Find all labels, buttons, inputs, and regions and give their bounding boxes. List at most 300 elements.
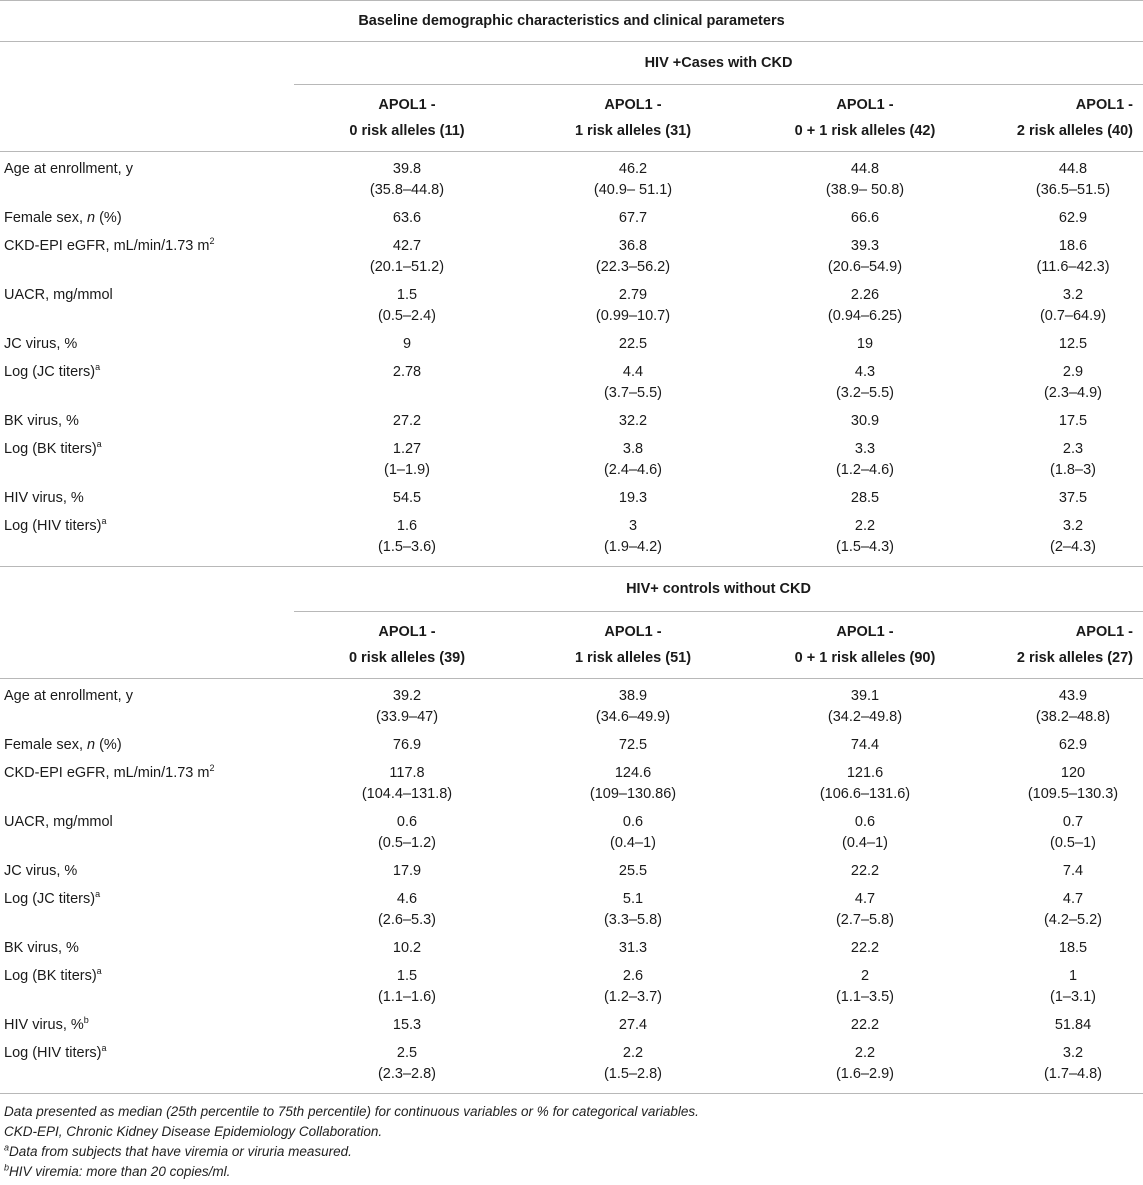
row-label: CKD-EPI eGFR, mL/min/1.73 $m^2$ [4, 236, 215, 254]
column-header-row [0, 85, 1143, 152]
row-label: Log (JC titers)$^a$ [4, 889, 101, 907]
column-header-line1: APOL1 - [1075, 624, 1133, 640]
cell-value [984, 882, 1143, 931]
header-spacer [0, 612, 294, 679]
column-header-line1: APOL1 - [836, 97, 894, 113]
cell-value [520, 931, 746, 959]
cell-median: 39.3 [850, 238, 880, 254]
cell-median: 66.6 [850, 210, 880, 226]
cell-median: 1.5 [396, 287, 418, 303]
cell-range: (0.5–1.2) [377, 835, 437, 851]
cell-value [984, 509, 1143, 567]
cell-median: 3.8 [622, 441, 644, 457]
cell-median: 0.6 [854, 814, 876, 830]
cell-range: (40.9– 51.1) [593, 182, 673, 198]
cell-median: 7.4 [1062, 863, 1084, 879]
column-header-line2: 0 + 1 risk alleles (90) [794, 650, 936, 666]
cell-value [984, 201, 1143, 229]
cell-value [520, 728, 746, 756]
row-label: UACR, mg/mmol [4, 287, 113, 303]
cell-median: 39.1 [850, 688, 880, 704]
column-header [746, 85, 984, 152]
table-row [0, 152, 1143, 202]
footnote: Data presented as median (25th percentile to 75th percentile) for continuous variables or % for categorical variables. [4, 1104, 699, 1119]
column-header-line2: 2 risk alleles (27) [1016, 650, 1133, 666]
row-label: Log (BK titers)$^a$ [4, 966, 102, 984]
cell-range: (20.1–51.2) [369, 259, 445, 275]
row-label: Age at enrollment, y [4, 161, 133, 177]
row-label-superscript: a [96, 439, 102, 450]
group-row [0, 567, 1143, 612]
cell-value [520, 854, 746, 882]
cell-median: 46.2 [618, 161, 648, 177]
cell-range: (109.5–130.3) [1027, 786, 1119, 802]
row-label-superscript: a [95, 889, 101, 900]
row-label-superscript: a [101, 516, 107, 527]
cell-value [520, 509, 746, 567]
cell-value [294, 327, 520, 355]
cell-median: 31.3 [618, 940, 648, 956]
column-header-line2: 1 risk alleles (31) [574, 123, 692, 139]
cell-value [294, 1036, 520, 1093]
cell-value [294, 959, 520, 1008]
cell-value [984, 278, 1143, 327]
cell-median: 44.8 [850, 161, 880, 177]
cell-value [520, 152, 746, 202]
cell-value [746, 1036, 984, 1093]
cell-range: (3.7–5.5) [603, 385, 663, 401]
cell-median: 2.2 [854, 1045, 876, 1061]
table-row [0, 679, 1143, 729]
row-label: JC virus, % [4, 336, 78, 352]
cell-value [746, 152, 984, 202]
cell-median: 1.5 [396, 968, 418, 984]
cell-value [520, 201, 746, 229]
table-row [0, 481, 1143, 509]
cell-median: 2.6 [622, 968, 644, 984]
row-label: Female sex, n (%) [4, 210, 122, 226]
row-label: Female sex, n (%) [4, 737, 122, 753]
column-header-line1: APOL1 - [604, 624, 662, 640]
row-label: Log (JC titers)$^a$ [4, 362, 101, 380]
table-row [0, 327, 1143, 355]
cell-range: (0.5–2.4) [377, 308, 437, 324]
cell-range: (38.2–48.8) [1035, 709, 1111, 725]
cell-value [746, 278, 984, 327]
cell-median: 19.3 [618, 490, 648, 506]
cell-range: (1.8–3) [1050, 462, 1096, 478]
cell-value [746, 509, 984, 567]
cell-median: 3.2 [1062, 1045, 1084, 1061]
cell-median: 5.1 [622, 891, 644, 907]
cell-median: 22.2 [850, 863, 880, 879]
cell-median: 63.6 [392, 210, 422, 226]
cell-value [520, 355, 746, 404]
row-label: BK virus, % [4, 413, 79, 429]
cell-median: 19 [856, 336, 874, 352]
cell-value [294, 679, 520, 729]
cell-value [984, 432, 1143, 481]
cell-range: (34.6–49.9) [595, 709, 671, 725]
cell-range: (38.9– 50.8) [825, 182, 905, 198]
cell-median: 3 [628, 518, 638, 534]
cell-median: 37.5 [1058, 490, 1088, 506]
row-label: Log (BK titers)$^a$ [4, 439, 102, 457]
row-label-superscript: a [96, 966, 102, 977]
column-header [746, 612, 984, 679]
cell-range: (2.7–5.8) [835, 912, 895, 928]
cell-median: 62.9 [1058, 210, 1088, 226]
cell-median: 18.6 [1058, 238, 1088, 254]
cell-median: 0.7 [1062, 814, 1084, 830]
cell-median: 67.7 [618, 210, 648, 226]
cell-value [984, 959, 1143, 1008]
cell-value [746, 404, 984, 432]
cell-range: (1.6–2.9) [835, 1066, 895, 1082]
cell-value [520, 756, 746, 805]
cell-value [294, 201, 520, 229]
cell-median: 22.5 [618, 336, 648, 352]
cell-value [294, 882, 520, 931]
cell-range: (2–4.3) [1050, 539, 1096, 555]
cell-range: (1–1.9) [384, 462, 430, 478]
cell-median: 2.78 [392, 364, 422, 380]
cell-median: 1.6 [396, 518, 418, 534]
column-header-line2: 2 risk alleles (40) [1016, 123, 1133, 139]
column-header-line1: APOL1 - [378, 624, 436, 640]
cell-value [294, 229, 520, 278]
cell-median: 117.8 [389, 765, 425, 781]
table-row [0, 728, 1143, 756]
cell-range: (0.7–64.9) [1039, 308, 1107, 324]
cell-value [746, 959, 984, 1008]
cell-range: (106.6–131.6) [819, 786, 911, 802]
cell-median: 0.6 [396, 814, 418, 830]
cell-median: 4.4 [622, 364, 644, 380]
cell-value [294, 509, 520, 567]
cell-value [520, 404, 746, 432]
cell-median: 17.9 [392, 863, 422, 879]
cell-value [984, 679, 1143, 729]
cell-median: 2.2 [854, 518, 876, 534]
cell-median: 10.2 [392, 940, 422, 956]
row-label: UACR, mg/mmol [4, 814, 113, 830]
cell-range: (2.3–4.9) [1043, 385, 1103, 401]
column-header [520, 85, 746, 152]
column-header-line2: 0 risk alleles (39) [348, 650, 466, 666]
cell-value [520, 432, 746, 481]
cell-range: (2.3–2.8) [377, 1066, 437, 1082]
cell-value [746, 201, 984, 229]
cell-median: 74.4 [850, 737, 880, 753]
row-label: HIV virus, % [4, 490, 84, 506]
column-header [984, 612, 1143, 679]
cell-median: 2.79 [618, 287, 648, 303]
cell-value [984, 229, 1143, 278]
footnote-marker: b [4, 1162, 10, 1173]
row-label: Log (HIV titers)$^a$ [4, 1043, 107, 1061]
cell-value [294, 481, 520, 509]
footnote: CKD-EPI, Chronic Kidney Disease Epidemiology Collaboration. [4, 1124, 383, 1139]
cell-value [746, 805, 984, 854]
cell-median: 76.9 [392, 737, 422, 753]
cell-median: 22.2 [850, 1017, 880, 1033]
column-header-line2: 1 risk alleles (51) [574, 650, 692, 666]
cell-value [520, 327, 746, 355]
table-row [0, 278, 1143, 327]
cell-value [746, 327, 984, 355]
cell-range: (0.4–1) [610, 835, 656, 851]
cell-median: 18.5 [1058, 940, 1088, 956]
cell-range: (2.6–5.3) [377, 912, 437, 928]
cell-range: (22.3–56.2) [595, 259, 671, 275]
cell-value [984, 481, 1143, 509]
cell-value [294, 1008, 520, 1036]
cell-value [520, 882, 746, 931]
cell-median: 2.3 [1062, 441, 1084, 457]
cell-range: (1.1–1.6) [377, 989, 437, 1005]
cell-median: 0.6 [622, 814, 644, 830]
cell-median: 44.8 [1058, 161, 1088, 177]
column-header [984, 85, 1143, 152]
cell-value [746, 481, 984, 509]
cell-value [984, 756, 1143, 805]
row-label-italic: n [87, 210, 96, 226]
cell-value [984, 931, 1143, 959]
row-label: HIV virus, %$^b$ [4, 1015, 89, 1033]
cell-value [984, 1008, 1143, 1036]
row-label-superscript: a [95, 362, 101, 373]
cell-median: 43.9 [1058, 688, 1088, 704]
cell-range: (1–3.1) [1050, 989, 1096, 1005]
row-label-superscript: b [83, 1015, 89, 1026]
table-title-row [0, 1, 1143, 42]
cell-range: (3.3–5.8) [603, 912, 663, 928]
cell-median: 62.9 [1058, 737, 1088, 753]
column-header-line1: APOL1 - [1075, 97, 1133, 113]
cell-median: 2.26 [850, 287, 880, 303]
table-row [0, 201, 1143, 229]
cell-range: (4.2–5.2) [1043, 912, 1103, 928]
table-title: Baseline demographic characteristics and clinical parameters [0, 1, 1143, 42]
row-label-superscript: a [101, 1043, 107, 1054]
cell-median: 4.7 [854, 891, 876, 907]
cell-range: (104.4–131.8) [361, 786, 453, 802]
footnote-marker: a [4, 1142, 10, 1153]
cell-range: (1.2–3.7) [603, 989, 663, 1005]
cell-median: 2.2 [622, 1045, 644, 1061]
table-row [0, 959, 1143, 1008]
cell-median: 27.4 [618, 1017, 648, 1033]
row-label-italic: n [87, 737, 96, 753]
table-row [0, 882, 1143, 931]
cell-median: 22.2 [850, 940, 880, 956]
cell-median: 54.5 [392, 490, 422, 506]
cell-value [746, 728, 984, 756]
cell-value [746, 679, 984, 729]
cell-value [520, 229, 746, 278]
cell-median: 3.2 [1062, 287, 1084, 303]
cell-range: (1.5–3.6) [377, 539, 437, 555]
cell-range: (1.5–2.8) [603, 1066, 663, 1082]
cell-median: 36.8 [618, 238, 648, 254]
cell-median: 2 [860, 968, 870, 984]
cell-value [984, 1036, 1143, 1093]
cell-median: 2.5 [396, 1045, 418, 1061]
cell-value [520, 959, 746, 1008]
column-header [294, 612, 520, 679]
cell-value [294, 728, 520, 756]
cell-value [746, 882, 984, 931]
column-header-line2: 0 risk alleles (11) [349, 123, 465, 139]
cell-range: (33.9–47) [375, 709, 439, 725]
cell-range: (34.2–49.8) [827, 709, 903, 725]
cell-value [746, 1008, 984, 1036]
column-header [294, 85, 520, 152]
cell-value [294, 432, 520, 481]
cell-value [984, 854, 1143, 882]
cell-value [746, 931, 984, 959]
cell-median: 72.5 [618, 737, 648, 753]
cell-median: 124.6 [614, 765, 652, 781]
cell-value [520, 1036, 746, 1093]
row-label-superscript: 2 [209, 236, 215, 247]
cell-range: (36.5–51.5) [1035, 182, 1111, 198]
table-row [0, 404, 1143, 432]
cell-median: 39.2 [392, 688, 422, 704]
cell-value [294, 152, 520, 202]
cell-median: 2.9 [1062, 364, 1084, 380]
cell-range: (109–130.86) [589, 786, 677, 802]
cell-range: (0.94–6.25) [827, 308, 903, 324]
cell-median: 42.7 [392, 238, 422, 254]
cell-range: (1.7–4.8) [1043, 1066, 1103, 1082]
table-row [0, 1008, 1143, 1036]
group-title: HIV +Cases with CKD [294, 42, 1143, 85]
cell-median: 3.2 [1062, 518, 1084, 534]
cell-value [520, 805, 746, 854]
cell-value [520, 481, 746, 509]
table-row [0, 1036, 1143, 1093]
cell-range [294, 383, 520, 404]
row-label: CKD-EPI eGFR, mL/min/1.73 $m^2$ [4, 763, 215, 781]
group-row [0, 42, 1143, 85]
cell-median: 15.3 [392, 1017, 422, 1033]
cell-value [294, 404, 520, 432]
cell-value [984, 327, 1143, 355]
cell-median: 120 [1060, 765, 1086, 781]
column-header-row [0, 612, 1143, 679]
cell-median: 39.8 [392, 161, 422, 177]
footnote: $^b$HIV viremia: more than 20 copies/ml. [4, 1162, 231, 1179]
header-spacer [0, 85, 294, 152]
cell-value [294, 756, 520, 805]
cell-median: 4.6 [396, 891, 418, 907]
cell-range: (0.4–1) [842, 835, 888, 851]
cell-value [294, 931, 520, 959]
cell-range: (0.99–10.7) [595, 308, 671, 324]
row-label: BK virus, % [4, 940, 79, 956]
cell-median: 51.84 [1054, 1017, 1092, 1033]
cell-value [294, 805, 520, 854]
cell-value [746, 355, 984, 404]
table-footnotes [0, 1093, 1143, 1182]
cell-median: 4.7 [1062, 891, 1084, 907]
table-row [0, 805, 1143, 854]
cell-range: (20.6–54.9) [827, 259, 903, 275]
column-header-line1: APOL1 - [836, 624, 894, 640]
cell-range: (2.4–4.6) [603, 462, 663, 478]
column-header-line2: 0 + 1 risk alleles (42) [794, 123, 936, 139]
cell-median: 9 [402, 336, 412, 352]
table-row [0, 756, 1143, 805]
cell-value [294, 355, 520, 404]
cell-value [984, 404, 1143, 432]
cell-median: 32.2 [618, 413, 648, 429]
table-row [0, 229, 1143, 278]
group-spacer [0, 567, 294, 612]
cell-range: (1.9–4.2) [603, 539, 663, 555]
table-row [0, 509, 1143, 567]
group-spacer [0, 42, 294, 85]
cell-median: 38.9 [618, 688, 648, 704]
table-row [0, 432, 1143, 481]
row-label-superscript: 2 [209, 763, 215, 774]
cell-range: (3.2–5.5) [835, 385, 895, 401]
row-label: Log (HIV titers)$^a$ [4, 516, 107, 534]
cell-median: 25.5 [618, 863, 648, 879]
row-label: Age at enrollment, y [4, 688, 133, 704]
row-label: JC virus, % [4, 863, 78, 879]
cell-value [520, 278, 746, 327]
cell-value [520, 679, 746, 729]
cell-range: (0.5–1) [1050, 835, 1096, 851]
cell-median: 27.2 [392, 413, 422, 429]
cell-value [984, 728, 1143, 756]
group-title: HIV+ controls without CKD [294, 567, 1143, 612]
column-header-line1: APOL1 - [378, 97, 436, 113]
cell-median: 28.5 [850, 490, 880, 506]
cell-range: (1.5–4.3) [835, 539, 895, 555]
cell-median: 17.5 [1058, 413, 1088, 429]
cell-value [984, 355, 1143, 404]
cell-value [294, 854, 520, 882]
cell-value [746, 854, 984, 882]
column-header-line1: APOL1 - [604, 97, 662, 113]
footnote: $^a$Data from subjects that have viremia or viruria measured. [4, 1142, 352, 1159]
column-header [520, 612, 746, 679]
cell-value [984, 152, 1143, 202]
table-row [0, 931, 1143, 959]
cell-median: 4.3 [854, 364, 876, 380]
cell-median: 1 [1068, 968, 1078, 984]
cell-value [984, 805, 1143, 854]
cell-range: (1.1–3.5) [835, 989, 895, 1005]
cell-value [294, 278, 520, 327]
cell-range: (11.6–42.3) [1036, 259, 1110, 275]
cell-median: 1.27 [392, 441, 422, 457]
cell-median: 12.5 [1058, 336, 1088, 352]
cell-value [520, 1008, 746, 1036]
table-row [0, 355, 1143, 404]
cell-median: 121.6 [846, 765, 884, 781]
cell-range: (1.2–4.6) [835, 462, 895, 478]
cell-value [746, 756, 984, 805]
cell-value [746, 229, 984, 278]
cell-range: (35.8–44.8) [369, 182, 445, 198]
cell-value [746, 432, 984, 481]
table-row [0, 854, 1143, 882]
